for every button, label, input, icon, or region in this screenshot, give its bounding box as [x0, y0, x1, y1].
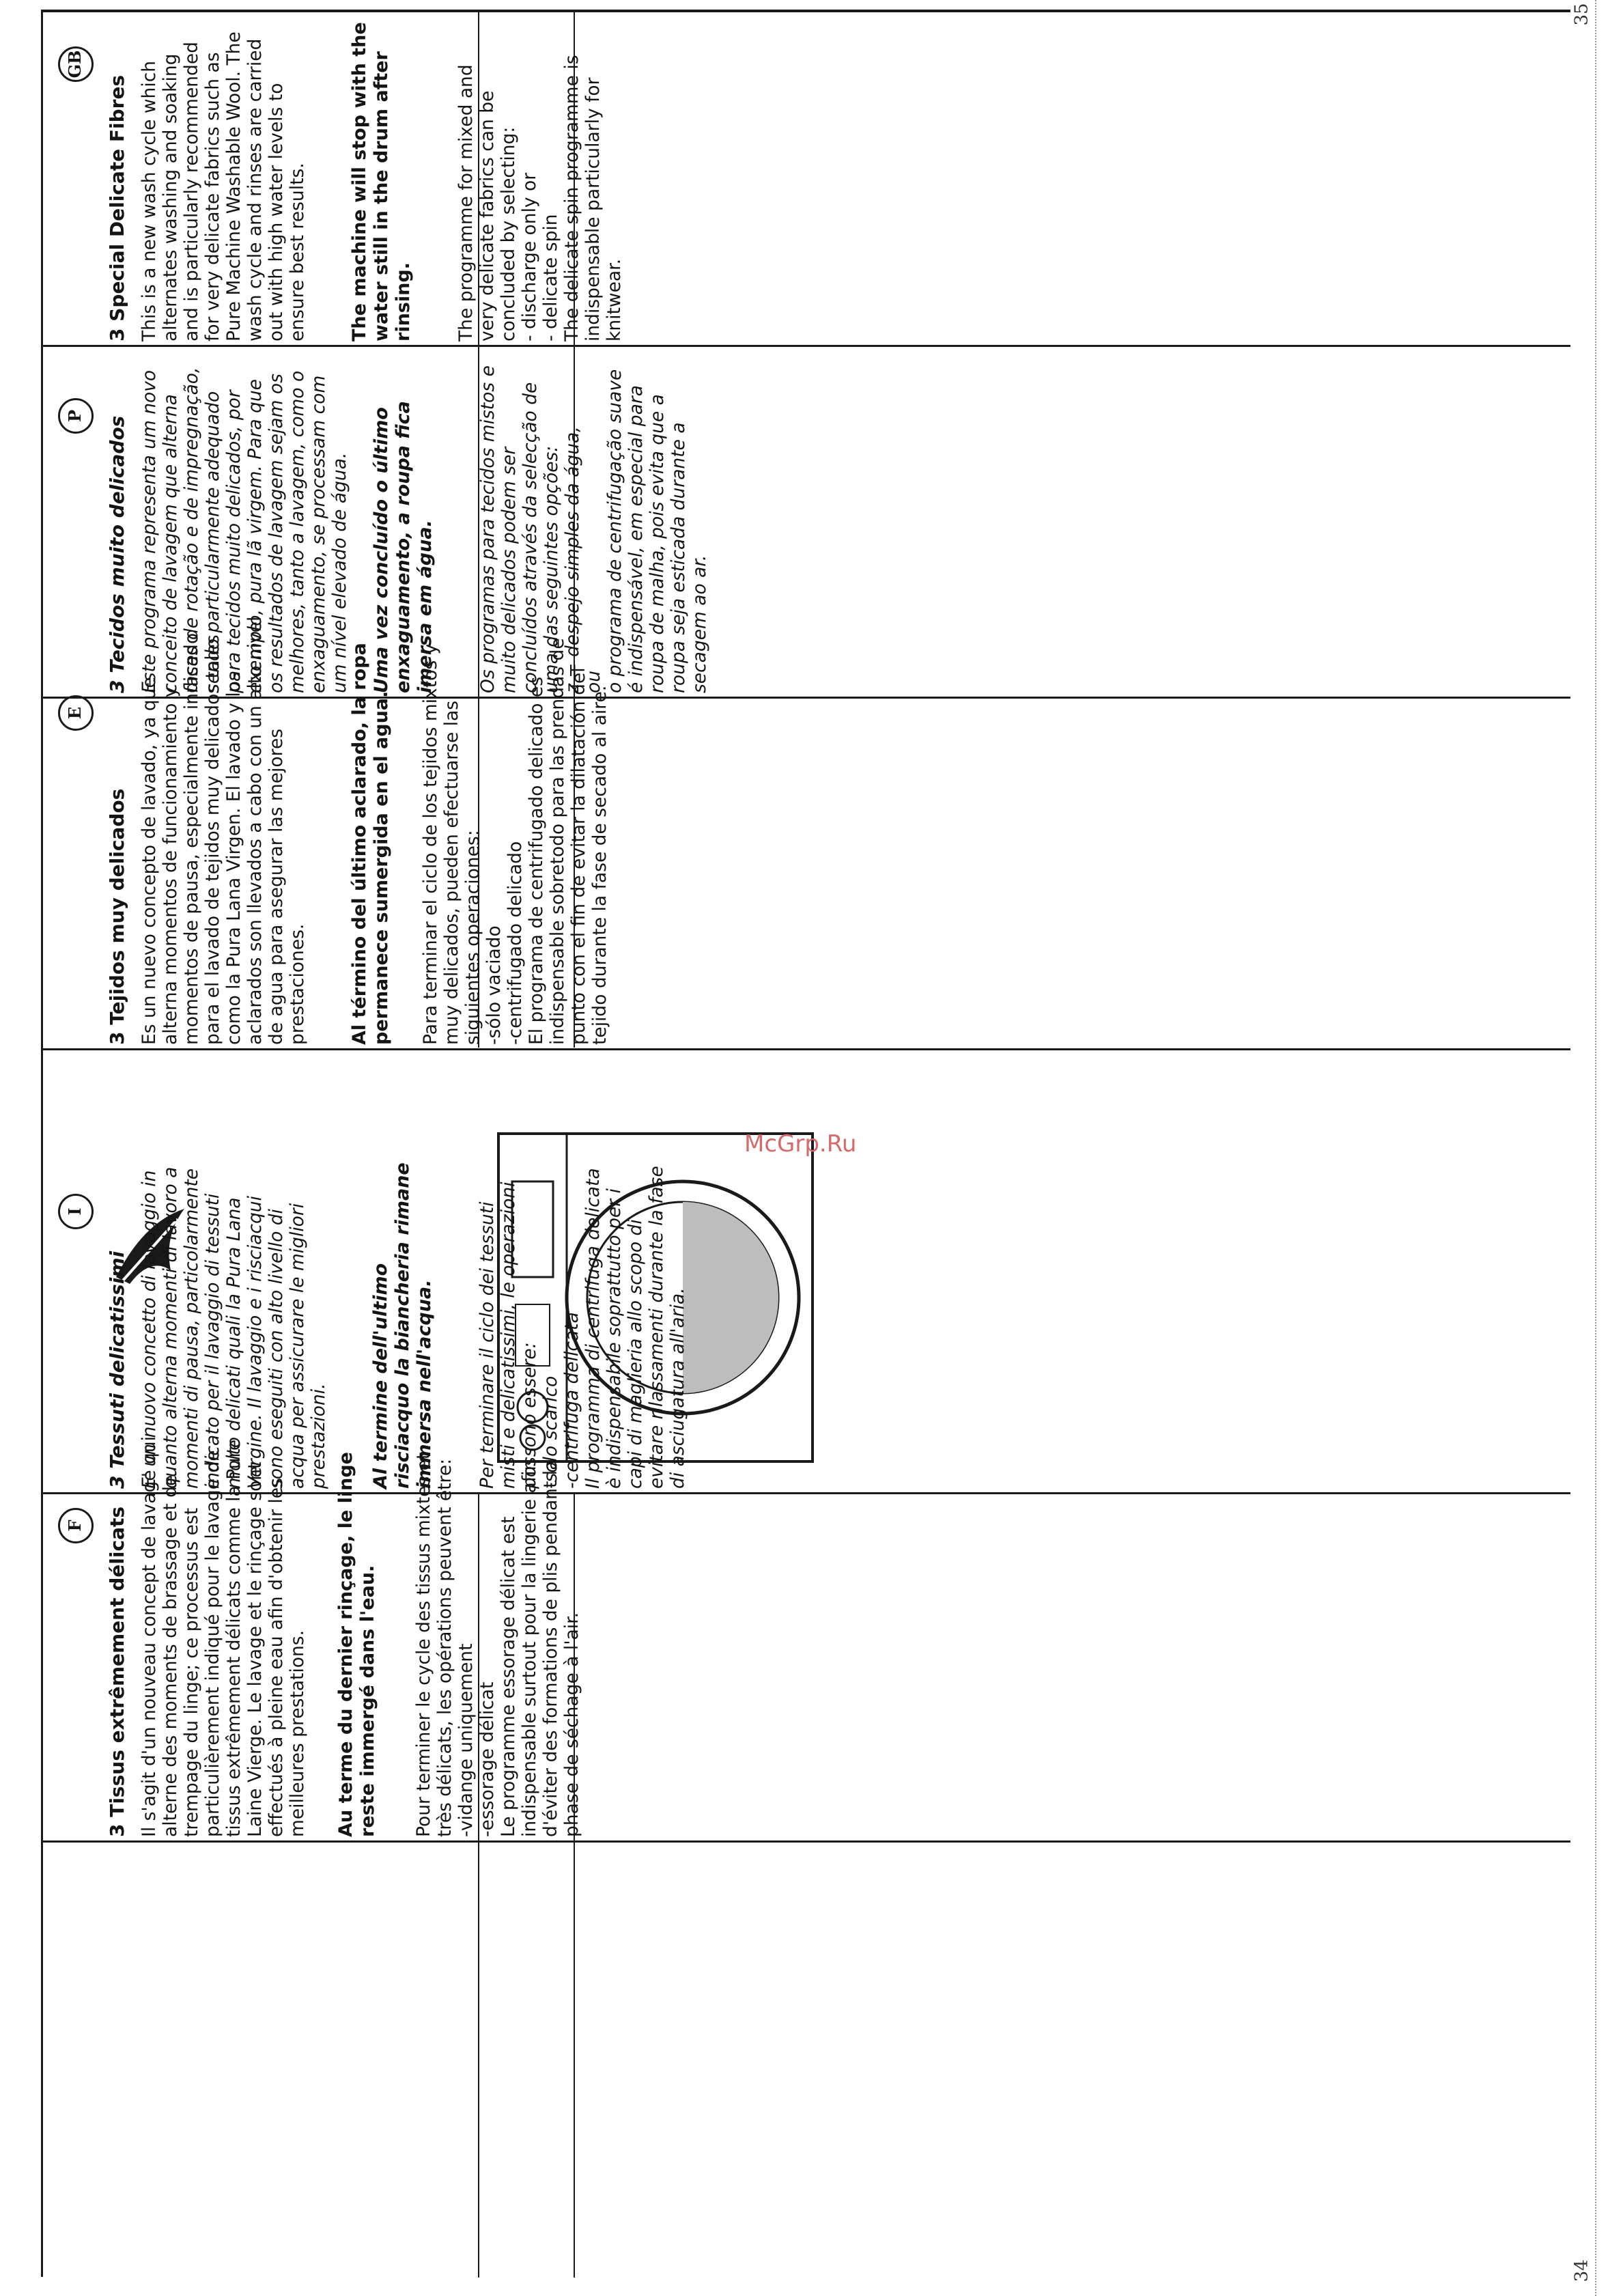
option-item: -essorage délicat	[477, 1681, 498, 1837]
end-cycle-options	[483, 615, 526, 1045]
rinse-note: Au terme du dernier rinçage, le linge reste immergé dans l'eau.	[335, 1452, 378, 1837]
option-item: -vidange uniquement	[455, 1643, 477, 1837]
end-cycle-text: El programa de centrifugado delicado es indispensable sobretodo para las prendas de punto con el fin de evitar la dilatación del tejido durante la fase de secado al aire.	[526, 638, 610, 1045]
section-divider-5	[41, 1840, 1570, 1843]
end-cycle-intro: The programme for mixed and very delicate fabrics can be concluded by selecting:	[455, 64, 519, 341]
option-item: -centrifugado delicado	[505, 841, 526, 1045]
language-badge-e: E	[58, 695, 94, 731]
end-cycle-options	[455, 1427, 498, 1837]
end-cycle-intro: Para terminar el ciclo de los tejidos mixtos y muy delicados, pueden efectuarse las siguientes operaciones:	[420, 643, 483, 1045]
intro-text: Es un nuevo concepto de lavado, ya que alterna momentos de funcionamiento y momentos de pausa, especialmente indicado para el lavado de tejidos muy delicados tales como la Pura Lana Virgen. El lavado y los aclarados son llevados a cabo con un alto nivel de agua para asegurar las mejores prestaciones.	[139, 616, 308, 1045]
option-item: - discharge only or	[519, 172, 540, 341]
language-badge-gb: GB	[58, 46, 94, 82]
intro-text: E' un nuovo concetto di lavaggio in quanto alterna momenti di lavoro a momenti di pausa, particolarmente indicato per il lavaggio di tessuti molto delicati quali la Pura Lana Vergine. Il lavaggio e i risciacqui sono eseguiti con alto livello di acqua per assicurare le migliori prestazioni.	[139, 1166, 329, 1489]
page-number-left: 34	[1571, 2259, 1592, 2282]
end-cycle-intro: Pour terminer le cycle des tissus mixtes et très délicats, les opérations peuvent être:	[413, 1452, 455, 1837]
option-item: - delicate spin	[540, 214, 561, 341]
end-cycle-text: o programa de centrifugação suave é indispensável, em especial para roupa de malha, pois evita que a roupa seja esticada durante a secagem ao ar.	[604, 369, 710, 693]
intro-text: Este programa representa um novo conceito de lavagem que alterna fases de rotação e de impregnação, sendo particularmente adequado para tecidos muito delicados, por exemplo, pura lã virgem. Para que os resultados de lavagem sejam os melhores, tanto a lavagem, como o enxaguamento, se processam com um nível elevado de água.	[139, 367, 350, 693]
option-item: -solo scarico	[540, 1375, 561, 1489]
option-item: -centrifuga delicata	[561, 1312, 582, 1489]
intro-text: Il s'agit d'un nouveau concept de lavage qui alterne des moments de brassage et de trempage du linge; ce processus est particulièrement indiqué pour le lavage de tissus extrêmement délicats comme la Pure Laine Vierge. Le lavage et le rinçage sont effectués à pleine eau afin d'obtenir les meilleures prestations.	[139, 1436, 308, 1837]
column-gb	[58, 20, 898, 341]
watermark: McGrp.Ru	[744, 1130, 857, 1158]
section-title: 3 Tessuti delicatissimi	[106, 1250, 128, 1489]
end-cycle-text: Il programma di centrifuga delicata è indispensabile soprattutto per i capi di maglieria allo scopo di evitare rilassamenti durante la fase di asciugatura all'aria.	[582, 1166, 688, 1489]
rinse-note: The machine will stop with the water still in the drum after rinsing.	[349, 22, 414, 341]
section-title: 3 Tejidos muy delicados	[106, 788, 128, 1045]
end-cycle-text: Le programme essorage délicat est indispensable surtout pour la lingerie afin d'éviter des formations de plis pendant la phase de séchage à l'air.	[498, 1459, 582, 1837]
rinse-note: Al termine dell'ultimo risciacquo la biancheria rimane immersa nell'acqua.	[370, 1162, 435, 1489]
language-badge-f: F	[58, 1508, 94, 1543]
page-number-right: 35	[1571, 3, 1592, 26]
page-edge	[1595, 0, 1596, 2296]
language-badge-p: P	[58, 398, 94, 434]
language-badge-i: I	[58, 1194, 94, 1229]
section-divider-1	[41, 345, 1570, 347]
end-cycle-intro: Per terminare il ciclo dei tessuti misti e delicatissimi, le operazioni possono essere:	[477, 1181, 540, 1489]
option-item: -sólo vaciado	[483, 925, 505, 1045]
end-cycle-text: The delicate spin programme is indispensable particularly for knitwear.	[561, 55, 625, 341]
end-cycle-options	[519, 20, 561, 341]
section-title: 3 Tissus extrêmement délicats	[106, 1506, 128, 1837]
option-item: z = despejo simples da água,	[562, 426, 583, 693]
section-title: 3 Tecidos muito delicados	[106, 415, 128, 693]
option-item: ou	[583, 670, 604, 693]
intro-text: This is a new wash cycle which alternates washing and soaking and is particularly recommended for very delicate fabrics such as Pure Machine Washable Wool. The wash cycle and rinses are carried out with high water levels to ensure best results.	[139, 31, 308, 341]
section-title: 3 Special Delicate Fibres	[106, 74, 128, 341]
column-f	[58, 1427, 905, 1837]
rinse-note: Al término del último aclarado, la ropa permanece sumergida en el agua.	[349, 643, 392, 1045]
rinse-note: Uma vez concluído o último enxaguamento, a roupa fica imersa em água.	[371, 401, 436, 693]
column-e	[58, 615, 905, 1045]
end-cycle-intro: Os programas para tecidos mistos e muito delicados podem ser concluídos através da selecção de uma das seguintes opções:	[477, 365, 562, 693]
column-divider-top	[41, 10, 43, 2277]
section-divider-3	[41, 1048, 1570, 1050]
top-border	[41, 10, 1570, 12]
